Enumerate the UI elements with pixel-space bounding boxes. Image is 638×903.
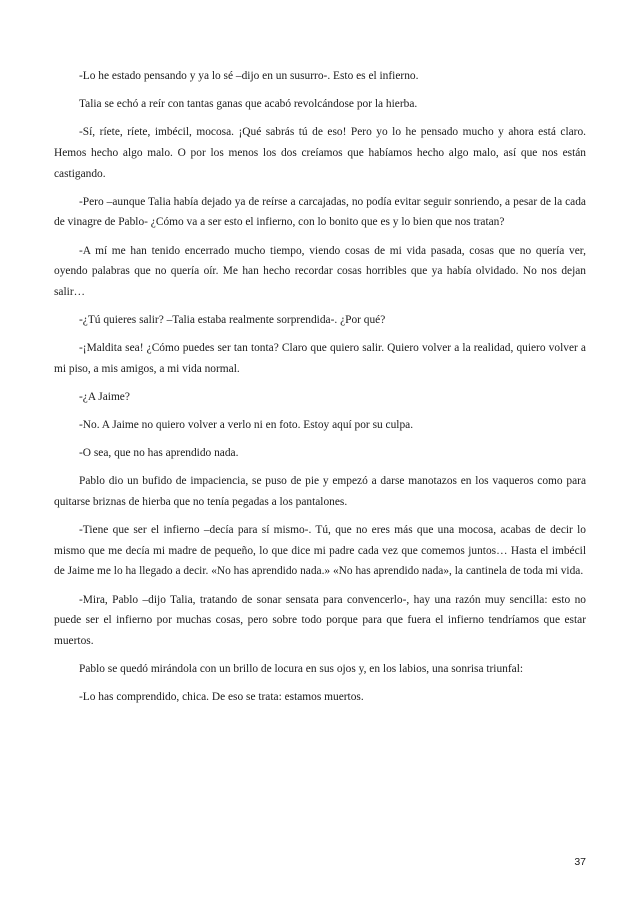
paragraph: -Sí, ríete, ríete, imbécil, mocosa. ¡Qué sabrás tú de eso! Pero yo lo he pensado mucho y ahora está claro. Hemos hecho algo malo. O por los menos los dos creíamos que habíamos hecho algo malo, así que nos están castigando. bbox=[54, 126, 586, 180]
paragraph: Talia se echó a reír con tantas ganas que acabó revolcándose por la hierba. bbox=[79, 98, 418, 111]
paragraph: -A mí me han tenido encerrado mucho tiempo, viendo cosas de mi vida pasada, cosas que no quería ver, oyendo palabras que no quería oír. Me han hecho recordar cosas horribles que ya había olvidado. No nos dejan salir… bbox=[54, 244, 586, 298]
paragraph: -Pero –aunque Talia había dejado ya de reírse a carcajadas, no podía evitar seguir sonriendo, a pesar de la cada de vinagre de Pablo- ¿Cómo va a ser esto el infierno, con lo bonito que es y lo bien que nos tratan? bbox=[54, 195, 586, 229]
paragraph: -¿Tú quieres salir? –Talia estaba realmente sorprendida-. ¿Por qué? bbox=[79, 313, 386, 326]
paragraph: Pablo se quedó mirándola con un brillo de locura en sus ojos y, en los labios, una sonrisa triunfal: bbox=[79, 662, 524, 675]
paragraph: -Mira, Pablo –dijo Talia, tratando de sonar sensata para convencerlo-, hay una razón muy sencilla: esto no puede ser el infierno por muchas cosas, pero sobre todo porque para que fuera el infierno tendríamos que estar muertos. bbox=[54, 593, 586, 647]
page-number: 37 bbox=[574, 856, 586, 868]
paragraph: -¿A Jaime? bbox=[79, 390, 130, 403]
paragraph: -No. A Jaime no quiero volver a verlo ni en foto. Estoy aquí por su culpa. bbox=[79, 419, 414, 432]
paragraph: Pablo dio un bufido de impaciencia, se puso de pie y empezó a darse manotazos en los vaqueros como para quitarse briznas de hierba que no tenía pegadas a los pantalones. bbox=[54, 475, 586, 509]
paragraph: -Lo has comprendido, chica. De eso se trata: estamos muertos. bbox=[79, 691, 364, 704]
paragraph: -Tiene que ser el infierno –decía para sí mismo-. Tú, que no eres más que una mocosa, acabas de decir lo mismo que me decía mi madre de pequeño, lo que dice mi padre cada vez que comemos juntos… Hasta el imbécil de Jaime me lo ha llegado a decir. «No has aprendido nada.» «No has aprendido nada», la cantinela de toda mi vida. bbox=[54, 524, 586, 578]
paragraph: -¡Maldita sea! ¿Cómo puedes ser tan tonta? Claro que quiero salir. Quiero volver a la realidad, quiero volver a mi piso, a mis amigos, a mi vida normal. bbox=[54, 342, 586, 375]
paragraph: -Lo he estado pensando y ya lo sé –dijo en un susurro-. Esto es el infierno. bbox=[79, 70, 419, 82]
paragraph: -O sea, que no has aprendido nada. bbox=[79, 447, 239, 460]
page-body-text bbox=[54, 66, 586, 715]
